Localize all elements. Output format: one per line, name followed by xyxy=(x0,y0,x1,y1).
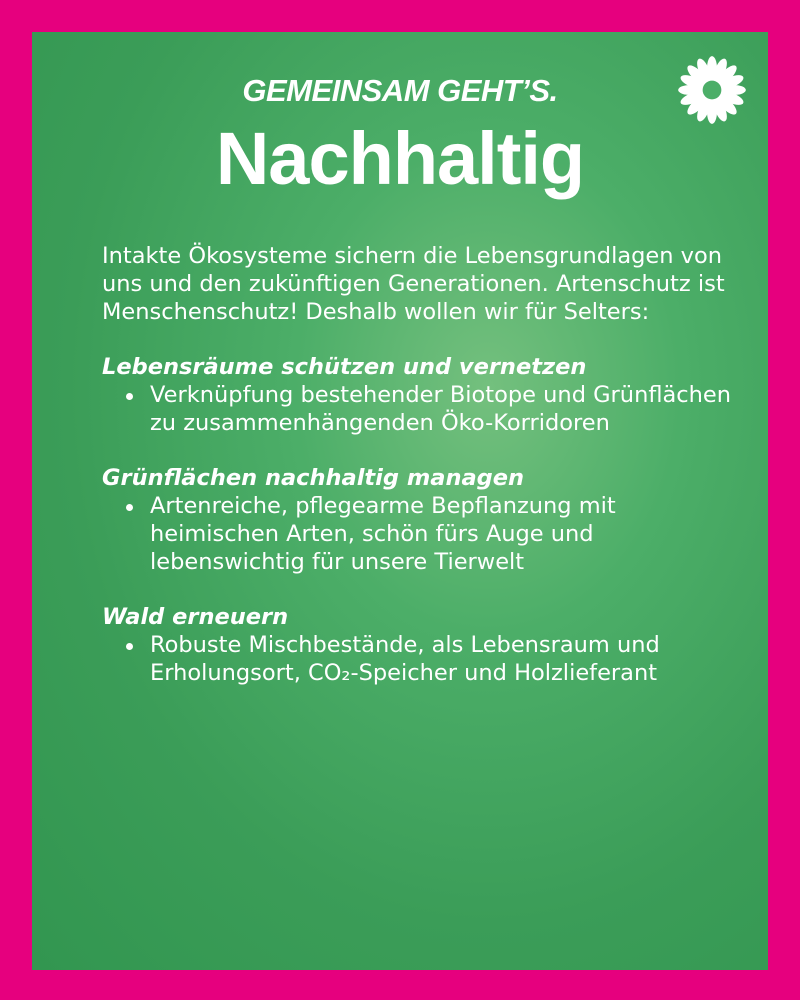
bullet-list xyxy=(102,492,742,576)
green-panel xyxy=(32,32,768,970)
section-1 xyxy=(102,353,742,437)
bullet-icon xyxy=(126,504,133,511)
tagline: GEMEINSAM GEHT’S. xyxy=(242,73,558,108)
bullet-icon xyxy=(126,393,133,400)
intro-text: Intakte Ökosysteme sichern die Lebensgrundlagen von uns und den zukünftigen Generationen. Artenschutz ist Menschenschutz! Deshalb wollen wir für Selters: xyxy=(102,243,725,325)
section-heading: Wald erneuern xyxy=(102,604,289,630)
section-2 xyxy=(102,464,742,576)
page-title: Nachhaltig xyxy=(215,117,585,200)
list-item-text: Robuste Mischbestände, als Lebensraum und Erholungsort, CO₂-Speicher und Holzlieferant xyxy=(150,632,660,686)
list-item-text: Artenreiche, pflegearme Bepflanzung mit heimischen Arten, schön fürs Auge und lebenswichtig für unsere Tierwelt xyxy=(150,493,616,575)
content xyxy=(102,242,742,714)
section-heading: Grünflächen nachhaltig managen xyxy=(102,465,525,491)
bullet-list xyxy=(102,381,742,437)
bullet-list xyxy=(102,631,742,687)
list-item xyxy=(150,381,742,437)
list-item-text: Verknüpfung bestehender Biotope und Grünflächen zu zusammenhängenden Öko-Korridoren xyxy=(150,382,732,436)
section-3 xyxy=(102,603,742,687)
list-item xyxy=(150,631,742,687)
list-item xyxy=(150,492,742,576)
bullet-icon xyxy=(126,643,133,650)
section-heading: Lebensräume schützen und vernetzen xyxy=(102,354,587,380)
